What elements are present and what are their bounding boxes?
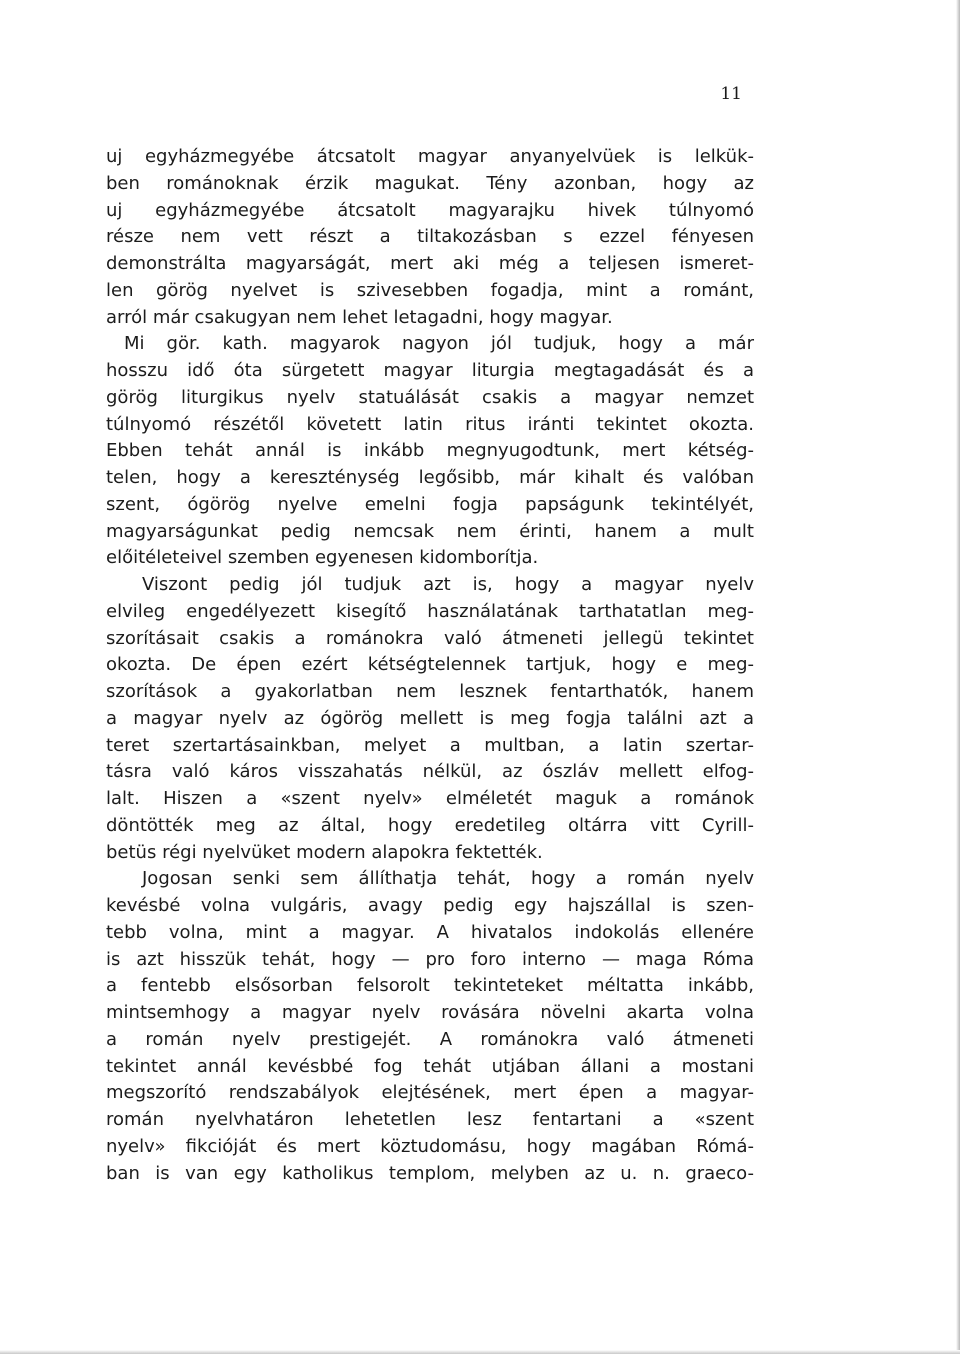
text-line: tekintet annál kevésbbé fog tehát utjában állani a mostani [106, 1055, 754, 1077]
text-line: is azt hisszük tehát, hogy — pro foro interno — maga Róma [106, 948, 754, 970]
text-line: uj egyházmegyébe átcsatolt magyarajku hivek túlnyomó [106, 199, 754, 221]
text-line: Mi gör. kath. magyarok nagyon jól tudjuk, hogy a már [124, 333, 754, 355]
text-line: ban is van egy katholikus templom, melyben az u. n. graeco- [106, 1162, 754, 1184]
text-line: román nyelvhatáron lehetetlen lesz fentartani a «szent [106, 1109, 754, 1130]
text-line: hosszu idő óta sürgetett magyar liturgia megtagadását és a [106, 360, 754, 381]
text-line: kevésbé volna vulgáris, avagy pedig egy hajszállal is szen- [106, 895, 754, 916]
text-line: Ebben tehát annál is inkább megnyugodtunk, mert kétség- [106, 440, 754, 462]
text-line: magyarságunkat pedig nemcsak nem érinti, hanem a mult [106, 520, 754, 542]
text-line: része nem vett részt a tiltakozásban s ezzel fényesen [106, 226, 754, 248]
text-line: előitéleteivel szemben egyenesen kidomborítja. [106, 547, 539, 569]
text-line: a fentebb elsősorban felsorolt tekinteteket méltatta inkább, [106, 975, 754, 997]
text-line: megszorító rendszabályok elejtésének, mert épen a magyar- [106, 1082, 754, 1104]
text-line: arról már csakugyan nem lehet letagadni, hogy magyar. [106, 306, 613, 328]
text-line: szorítások a gyakorlatban nem lesznek fentarthatók, hanem [106, 681, 754, 702]
text-line: tebb volna, mint a magyar. A hivatalos indokolás ellenére [106, 921, 754, 943]
text-line: a román nyelv prestigejét. A románokra való átmeneti [106, 1028, 754, 1050]
text-line: teret szertartásainkban, melyet a multban, a latin szertar- [106, 734, 754, 756]
text-line: len görög nyelvet is szivesebben fogadja, mint a románt, [106, 279, 754, 301]
text-line: lalt. Hiszen a «szent nyelv» elméletét maguk a románok [106, 788, 754, 809]
text-line: döntötték meg az által, hogy eredetileg oltárra vitt Cyrill- [106, 814, 754, 836]
text-line: telen, hogy a kereszténység legősibb, már kihalt és valóban [106, 467, 754, 488]
text-line: ben románoknak érzik magukat. Tény azonban, hogy az [106, 172, 754, 194]
text-line: szorításait csakis a románokra való átmeneti jellegü tekintet [106, 627, 754, 649]
text-line: demonstrálta magyarságát, mert aki még a teljesen ismeret- [106, 253, 754, 274]
text-line: szent, ógörög nyelve emelni fogja papságunk tekintélyét, [106, 493, 754, 515]
page-number: 11 [720, 84, 742, 104]
text-line: mintsemhogy a magyar nyelv rovására növelni akarta volna [106, 1002, 754, 1023]
page-edge-shadow-bottom [0, 1350, 960, 1354]
page-edge-shadow [956, 0, 960, 1354]
text-line: nyelv» fikcióját és mert köztudomásu, hogy magában Rómá- [106, 1135, 754, 1157]
text-line: görög liturgikus nyelv statuálását csakis a magyar nemzet [106, 386, 754, 408]
text-line: okozta. De épen ezért kétségtelennek tartjuk, hogy e meg- [106, 654, 754, 676]
text-line: Jogosan senki sem állíthatja tehát, hogy a román nyelv [142, 868, 754, 890]
text-line: Viszont pedig jól tudjuk azt is, hogy a magyar nyelv [142, 574, 754, 595]
text-line: betüs régi nyelvüket modern alapokra fektették. [106, 841, 543, 863]
text-line: a magyar nyelv az ógörög mellett is meg fogja találni azt a [106, 707, 754, 729]
text-line: túlnyomó részétől követett latin ritus iránti tekintet okozta. [106, 413, 754, 435]
text-line: elvileg engedélyezett kisegítő használatának tarthatatlan meg- [106, 600, 754, 622]
body-text [106, 144, 754, 1187]
text-line: tásra való káros visszahatás nélkül, az ószláv mellett elfog- [106, 761, 754, 783]
text-line: uj egyházmegyébe átcsatolt magyar anyanyelvüek is lelkük- [106, 146, 754, 167]
